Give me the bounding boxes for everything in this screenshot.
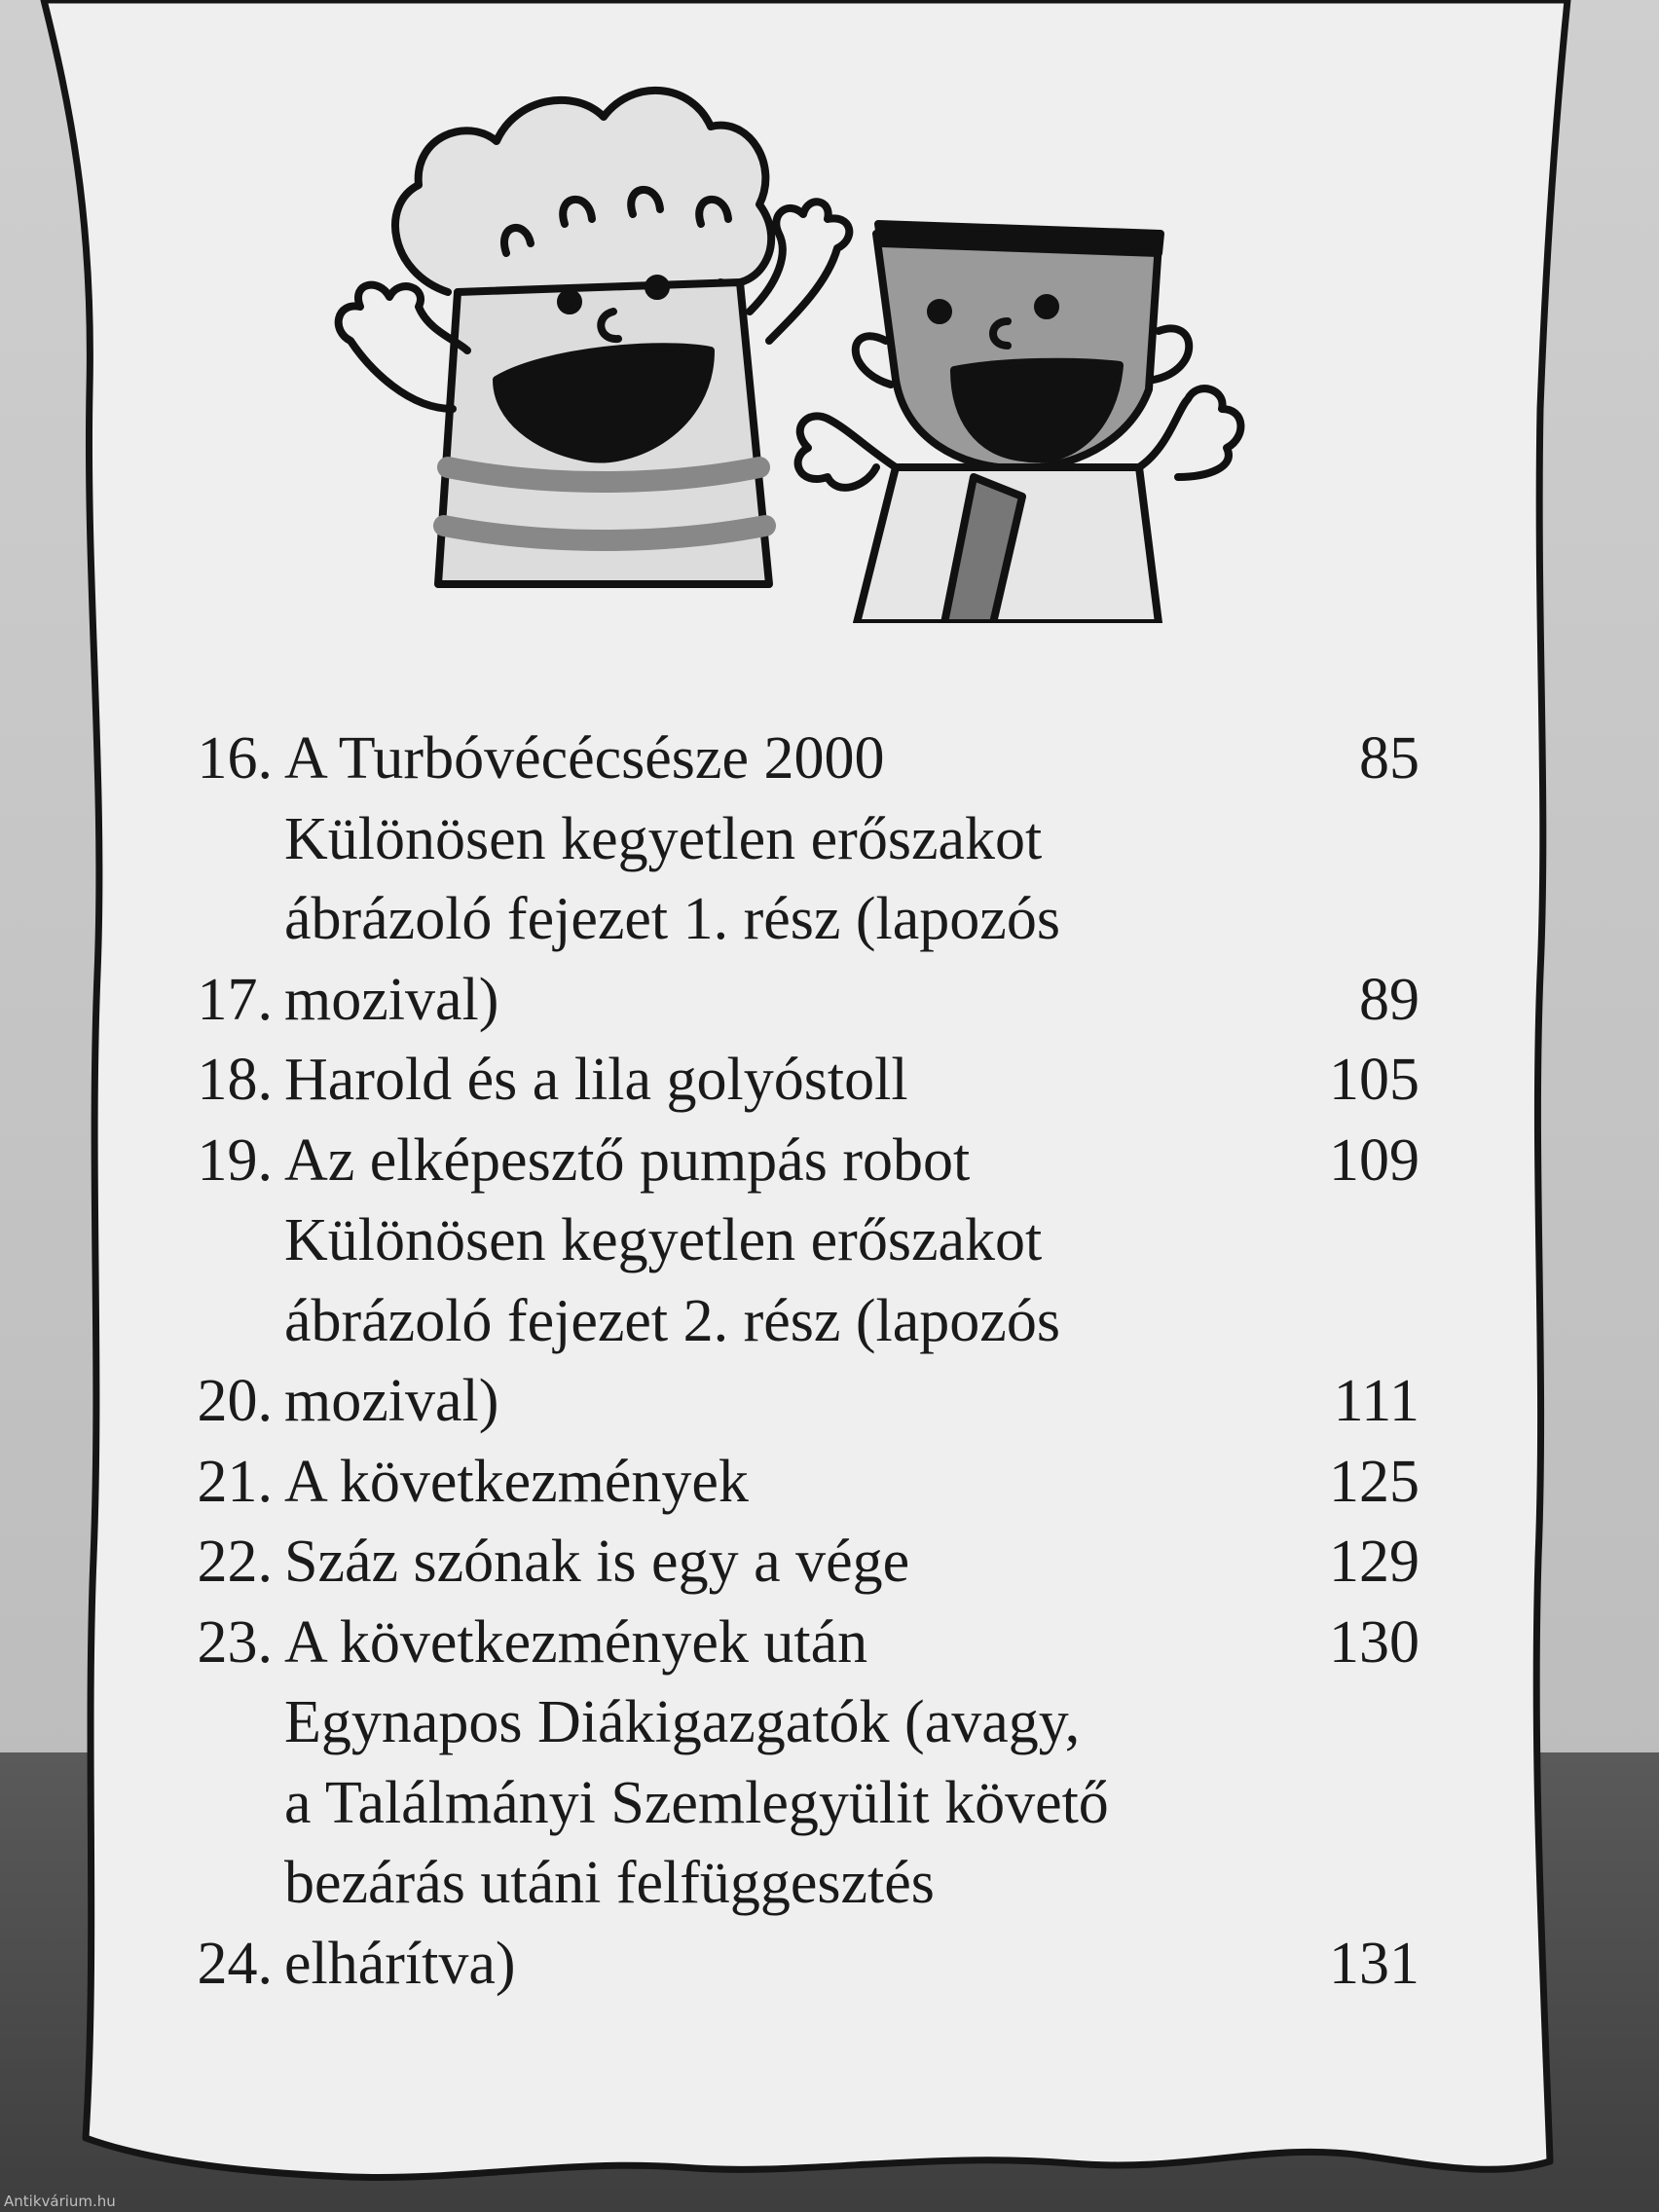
toc-number: 21. [197,1448,273,1515]
toc-title: Egynapos Diákigazgatók (avagy, a Találmányi Szemlegyülit követő bezárás utáni felfüggesztés elhárítva) [284,1689,1109,1997]
toc-number: 20. [197,1368,273,1434]
toc-title: A következmények [284,1448,749,1515]
toc-title: Az elképesztő pumpás robot [284,1126,971,1194]
dark-haired-boy [798,224,1241,623]
toc-entry-21 [166,1442,1431,1523]
toc-entry-23 [166,1603,1431,1683]
toc-page: 111 [1333,1368,1419,1434]
toc-entry-17 [166,799,1431,1041]
toc-title: Különösen kegyetlen erőszakot ábrázoló fejezet 1. rész (lapozós mozival) [284,805,1060,1033]
toc-number: 24. [197,1930,273,1997]
toc-number: 23. [197,1608,273,1676]
table-of-contents [166,719,1431,2004]
toc-entry-24 [166,1682,1431,2004]
toc-number: 22. [197,1529,273,1595]
watermark: Antikvárium.hu [4,2193,116,2210]
toc-page: 105 [1329,1047,1419,1113]
toc-number: 19. [197,1126,273,1194]
toc-number: 18. [197,1047,273,1113]
toc-page: 85 [1359,725,1419,792]
toc-title: Különösen kegyetlen erőszakot ábrázoló fejezet 2. rész (lapozós mozival) [284,1207,1060,1434]
toc-number: 17. [197,966,273,1033]
toc-title: Harold és a lila golyóstoll [284,1047,908,1113]
toc-entry-16 [166,719,1431,799]
toc-entry-20 [166,1200,1431,1442]
toc-title: A következmények után [284,1608,868,1676]
toc-page: 130 [1329,1608,1419,1676]
curly-haired-boy [339,91,850,584]
toc-page: 129 [1329,1529,1419,1595]
toc-entry-19 [166,1121,1431,1201]
toc-entry-18 [166,1040,1431,1121]
toc-page: 125 [1329,1448,1419,1515]
toc-number: 16. [197,725,273,792]
toc-title: Száz szónak is egy a vége [284,1529,910,1595]
toc-title: A Turbóvécécsésze 2000 [284,725,885,792]
toc-page: 89 [1359,966,1419,1033]
toc-entry-22 [166,1522,1431,1603]
toc-page: 109 [1329,1126,1419,1194]
toc-page: 131 [1329,1930,1419,1997]
two-kids-illustration [321,58,1246,623]
